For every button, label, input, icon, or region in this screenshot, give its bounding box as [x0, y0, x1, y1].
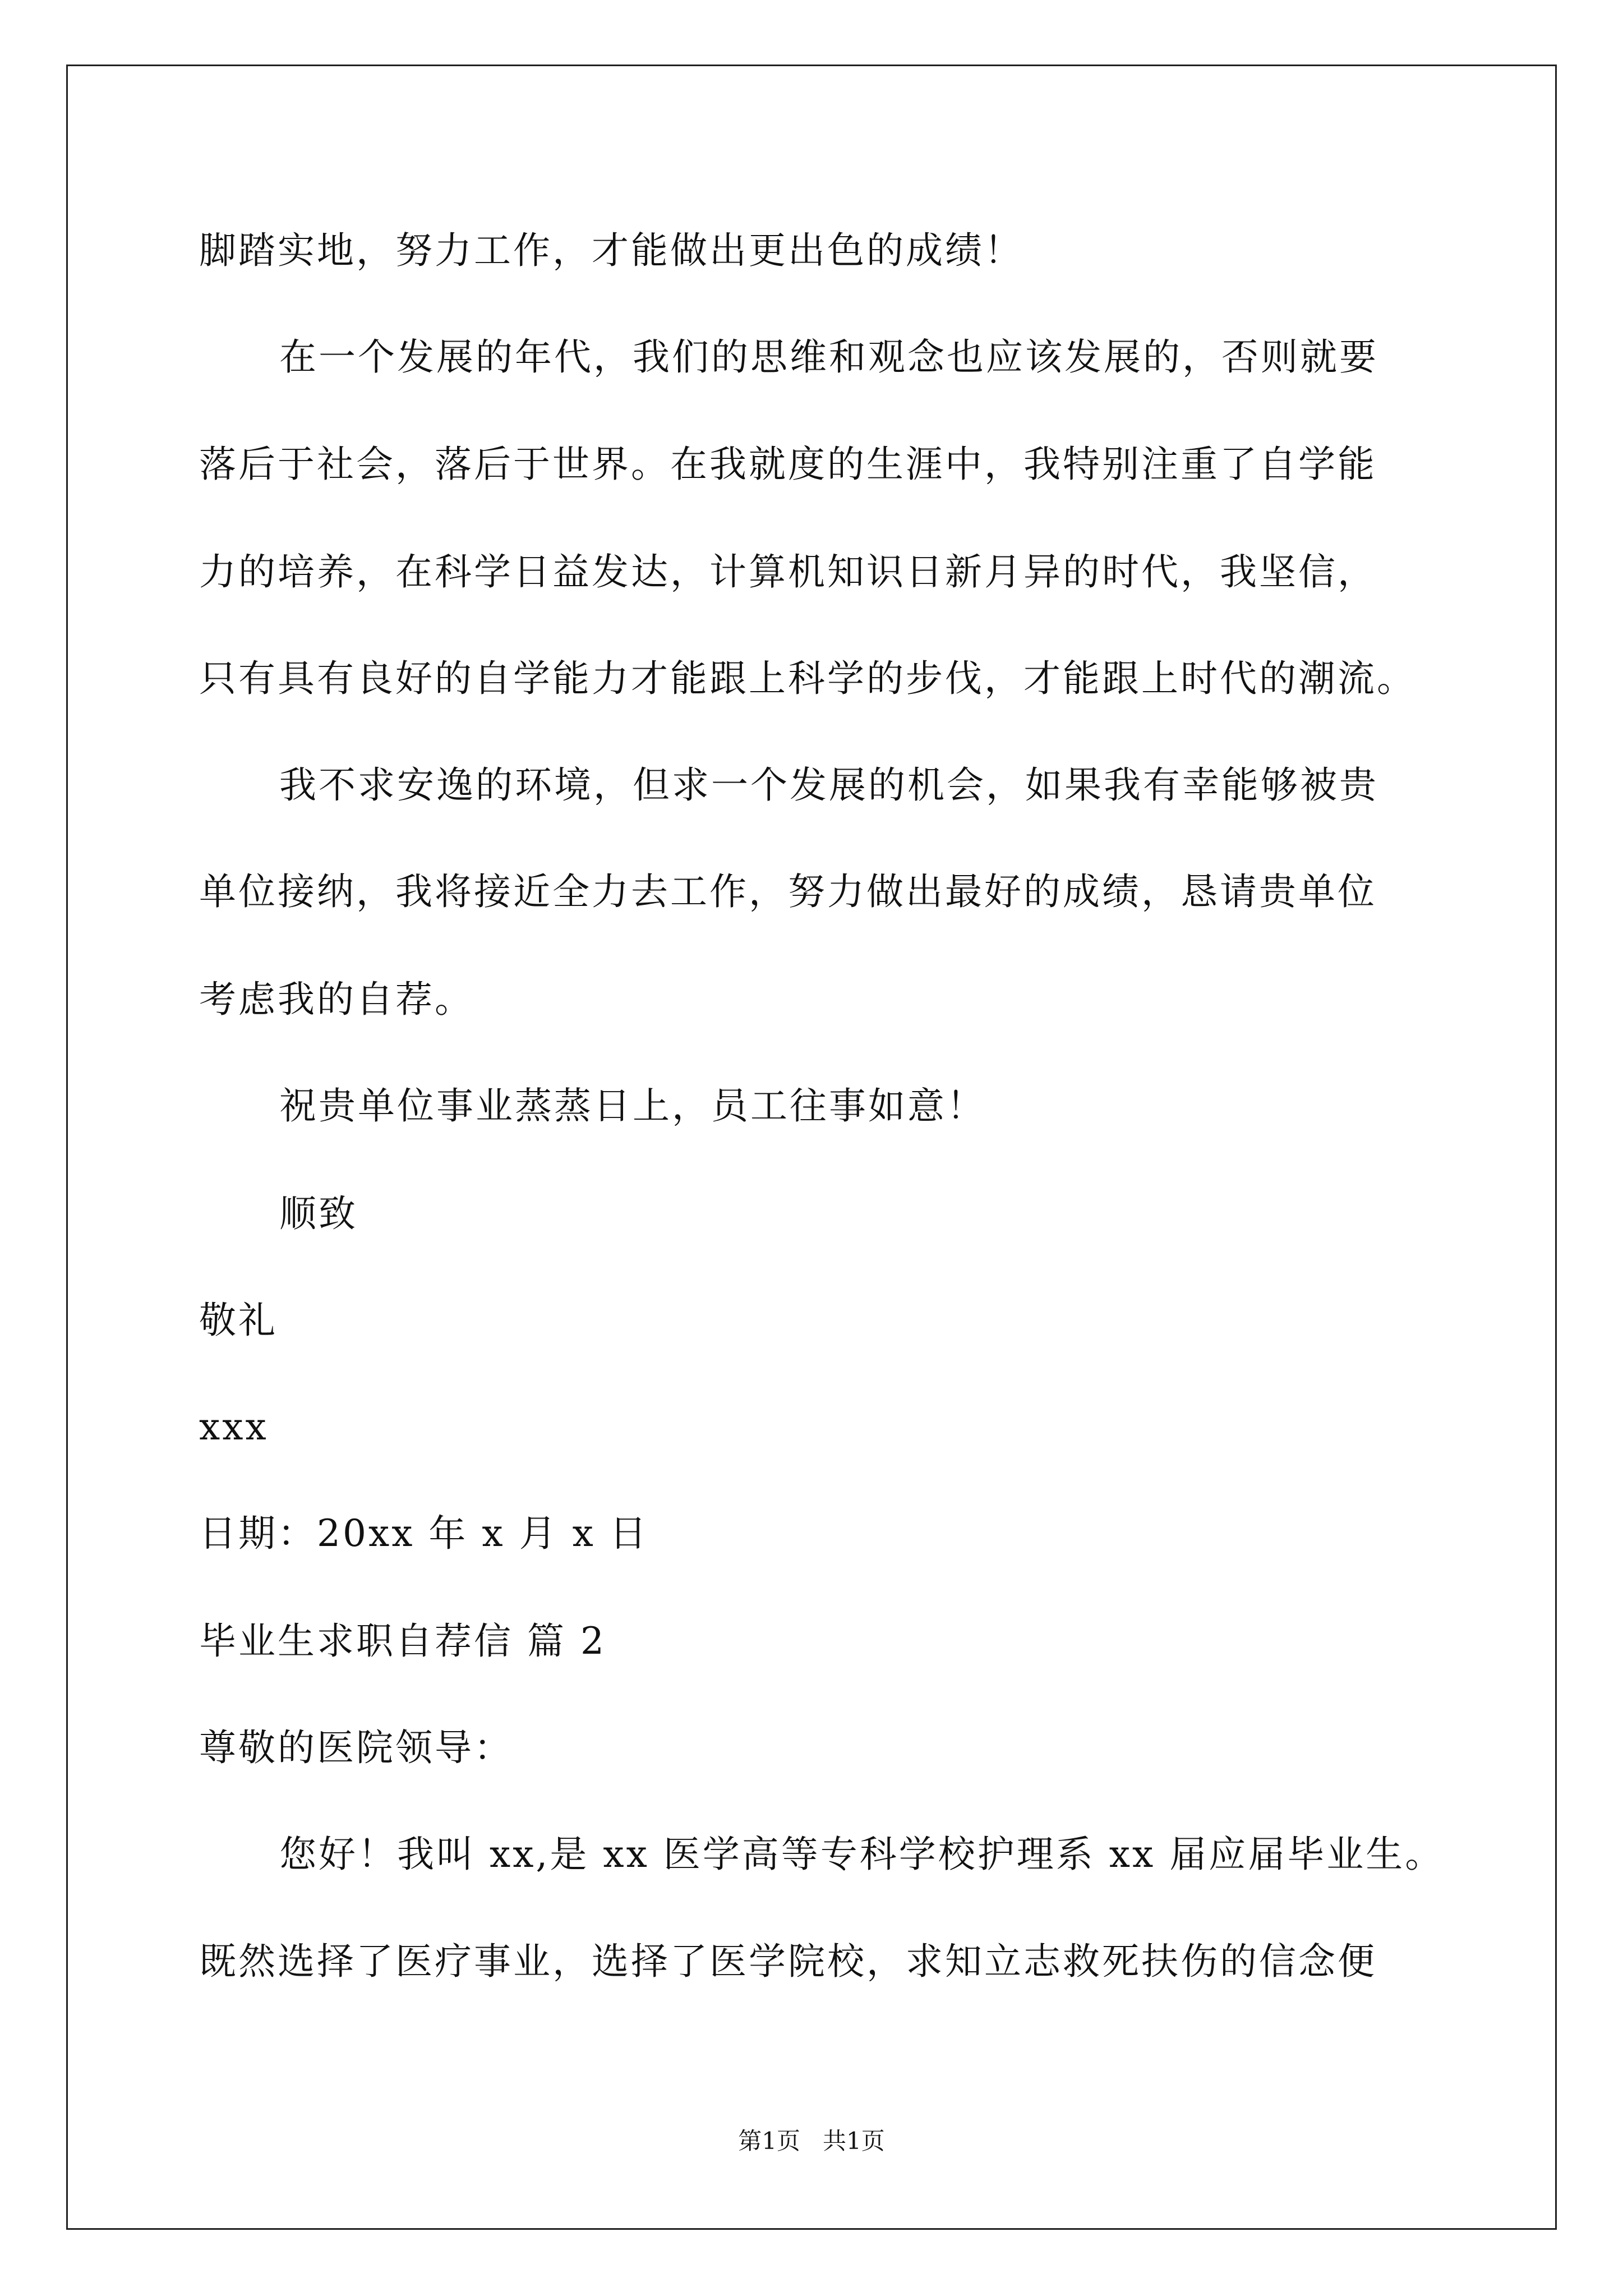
date-line: 日期：20xx 年 x 月 x 日	[199, 1512, 649, 1555]
section-heading: 毕业生求职自荐信 篇 2	[199, 1619, 606, 1663]
paragraph-line: 在一个发展的年代，我们的思维和观念也应该发展的，否则就要	[279, 335, 1378, 379]
paragraph-line: 力的培养，在科学日益发达，计算机知识日新月异的时代，我坚信，	[199, 550, 1377, 593]
paragraph-line: 只有具有良好的自学能力才能跟上科学的步伐，才能跟上时代的潮流。	[199, 657, 1416, 700]
paragraph-line: 祝贵单位事业蒸蒸日上，员工往事如意！	[279, 1084, 986, 1128]
closing-greeting: 顺致	[279, 1192, 358, 1235]
salutation: 尊敬的医院领导：	[199, 1726, 513, 1769]
signature: xxx	[199, 1405, 269, 1448]
paragraph-line: 脚踏实地，努力工作，才能做出更出色的成绩！	[199, 229, 1023, 272]
page-border	[66, 65, 1557, 2230]
paragraph-line: 您好！我叫 xx,是 xx 医学高等专科学校护理系 xx 届应届毕业生。	[279, 1833, 1445, 1876]
paragraph-line: 考虑我的自荐。	[199, 978, 474, 1021]
paragraph-line: 既然选择了医疗事业，选择了医学院校，求知立志救死扶伤的信念便	[199, 1940, 1377, 1983]
paragraph-line: 我不求安逸的环境，但求一个发展的机会，如果我有幸能够被贵	[279, 763, 1378, 807]
paragraph-line: 落后于社会，落后于世界。在我就度的生涯中，我特别注重了自学能	[199, 443, 1377, 486]
closing-salute: 敬礼	[199, 1299, 278, 1342]
page-footer: 第1页 共1页	[738, 2127, 885, 2155]
paragraph-line: 单位接纳，我将接近全力去工作，努力做出最好的成绩，恳请贵单位	[199, 870, 1377, 913]
